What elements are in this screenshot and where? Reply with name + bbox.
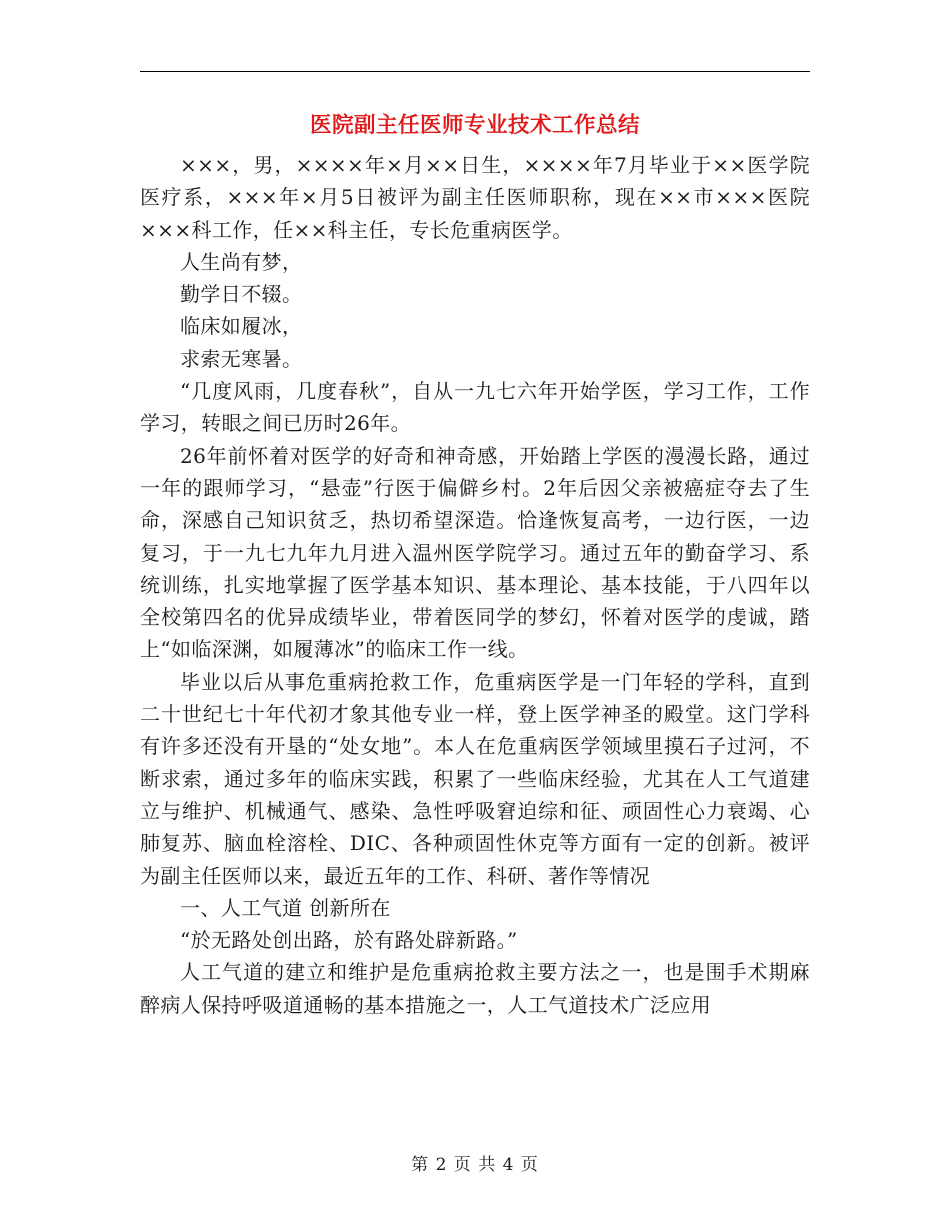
section-heading-airway: 一、人工气道 创新所在 xyxy=(180,895,391,920)
quote-line: “於无路处创出路，於有路处辟新路。” xyxy=(180,928,518,953)
paragraph-career: 毕业以后从事危重病抢救工作，危重病医学是一门年轻的学科，直到二十世纪七十年代初才象其他专业一样，登上医学神圣的殿堂。这门学科有许多还没有开垦的“处女地”。本人在危重病医学领域里摸石子过河，不断求索，通过多年的临床实践，积累了一些临床经验，尤其在人工气道建立与维护、机械通气、感染、急性呼吸窘迫综和征、顽固性心力衰竭、心肺复苏、脑血栓溶栓、DIC、各种顽固性休克等方面有一定的创新。被评为副主任医师以来，最近五年的工作、科研、著作等情况 xyxy=(140,669,810,888)
page-footer xyxy=(0,1153,950,1177)
page-number: 第 2 页 共 4 页 xyxy=(411,1155,539,1175)
paragraph-intro: ×××，男，××××年×月××日生，××××年7月毕业于××医学院医疗系，×××年×月5日被评为副主任医师职称，现在××市×××医院×××科工作，任××科主任，专长危重病医学。 xyxy=(140,153,810,242)
paragraph-education: 26年前怀着对医学的好奇和神奇感，开始踏上学医的漫漫长路，通过一年的跟师学习，“悬壶”行医于偏僻乡村。2年后因父亲被癌症夺去了生命，深感自己知识贫乏，热切希望深造。恰逢恢复高考，一边行医，一边复习，于一九七九年九月进入温州医学院学习。通过五年的勤奋学习、系统训练，扎实地掌握了医学基本知识、基本理论、基本技能，于八四年以全校第四名的优异成绩毕业，带着医同学的梦幻，怀着对医学的虔诚，踏上“如临深渊，如履薄冰”的临床工作一线。 xyxy=(140,443,810,662)
paragraph-airway: 人工气道的建立和维护是危重病抢救主要方法之一，也是围手术期麻醉病人保持呼吸道通畅的基本措施之一，人工气道技术广泛应用 xyxy=(140,960,810,1017)
document-body xyxy=(140,149,810,1021)
paragraph-years: “几度风雨，几度春秋”，自从一九七六年开始学医，学习工作，工作学习，转眼之间已历时26年。 xyxy=(140,379,810,436)
header-rule xyxy=(140,71,810,72)
document-title: 医院副主任医师专业技术工作总结 xyxy=(309,113,640,138)
poem-line-4: 求索无寒暑。 xyxy=(180,346,303,371)
poem-line-3: 临床如履冰， xyxy=(180,314,303,339)
poem-line-2: 勤学日不辍。 xyxy=(180,282,303,307)
poem-line-1: 人生尚有梦， xyxy=(180,249,303,274)
